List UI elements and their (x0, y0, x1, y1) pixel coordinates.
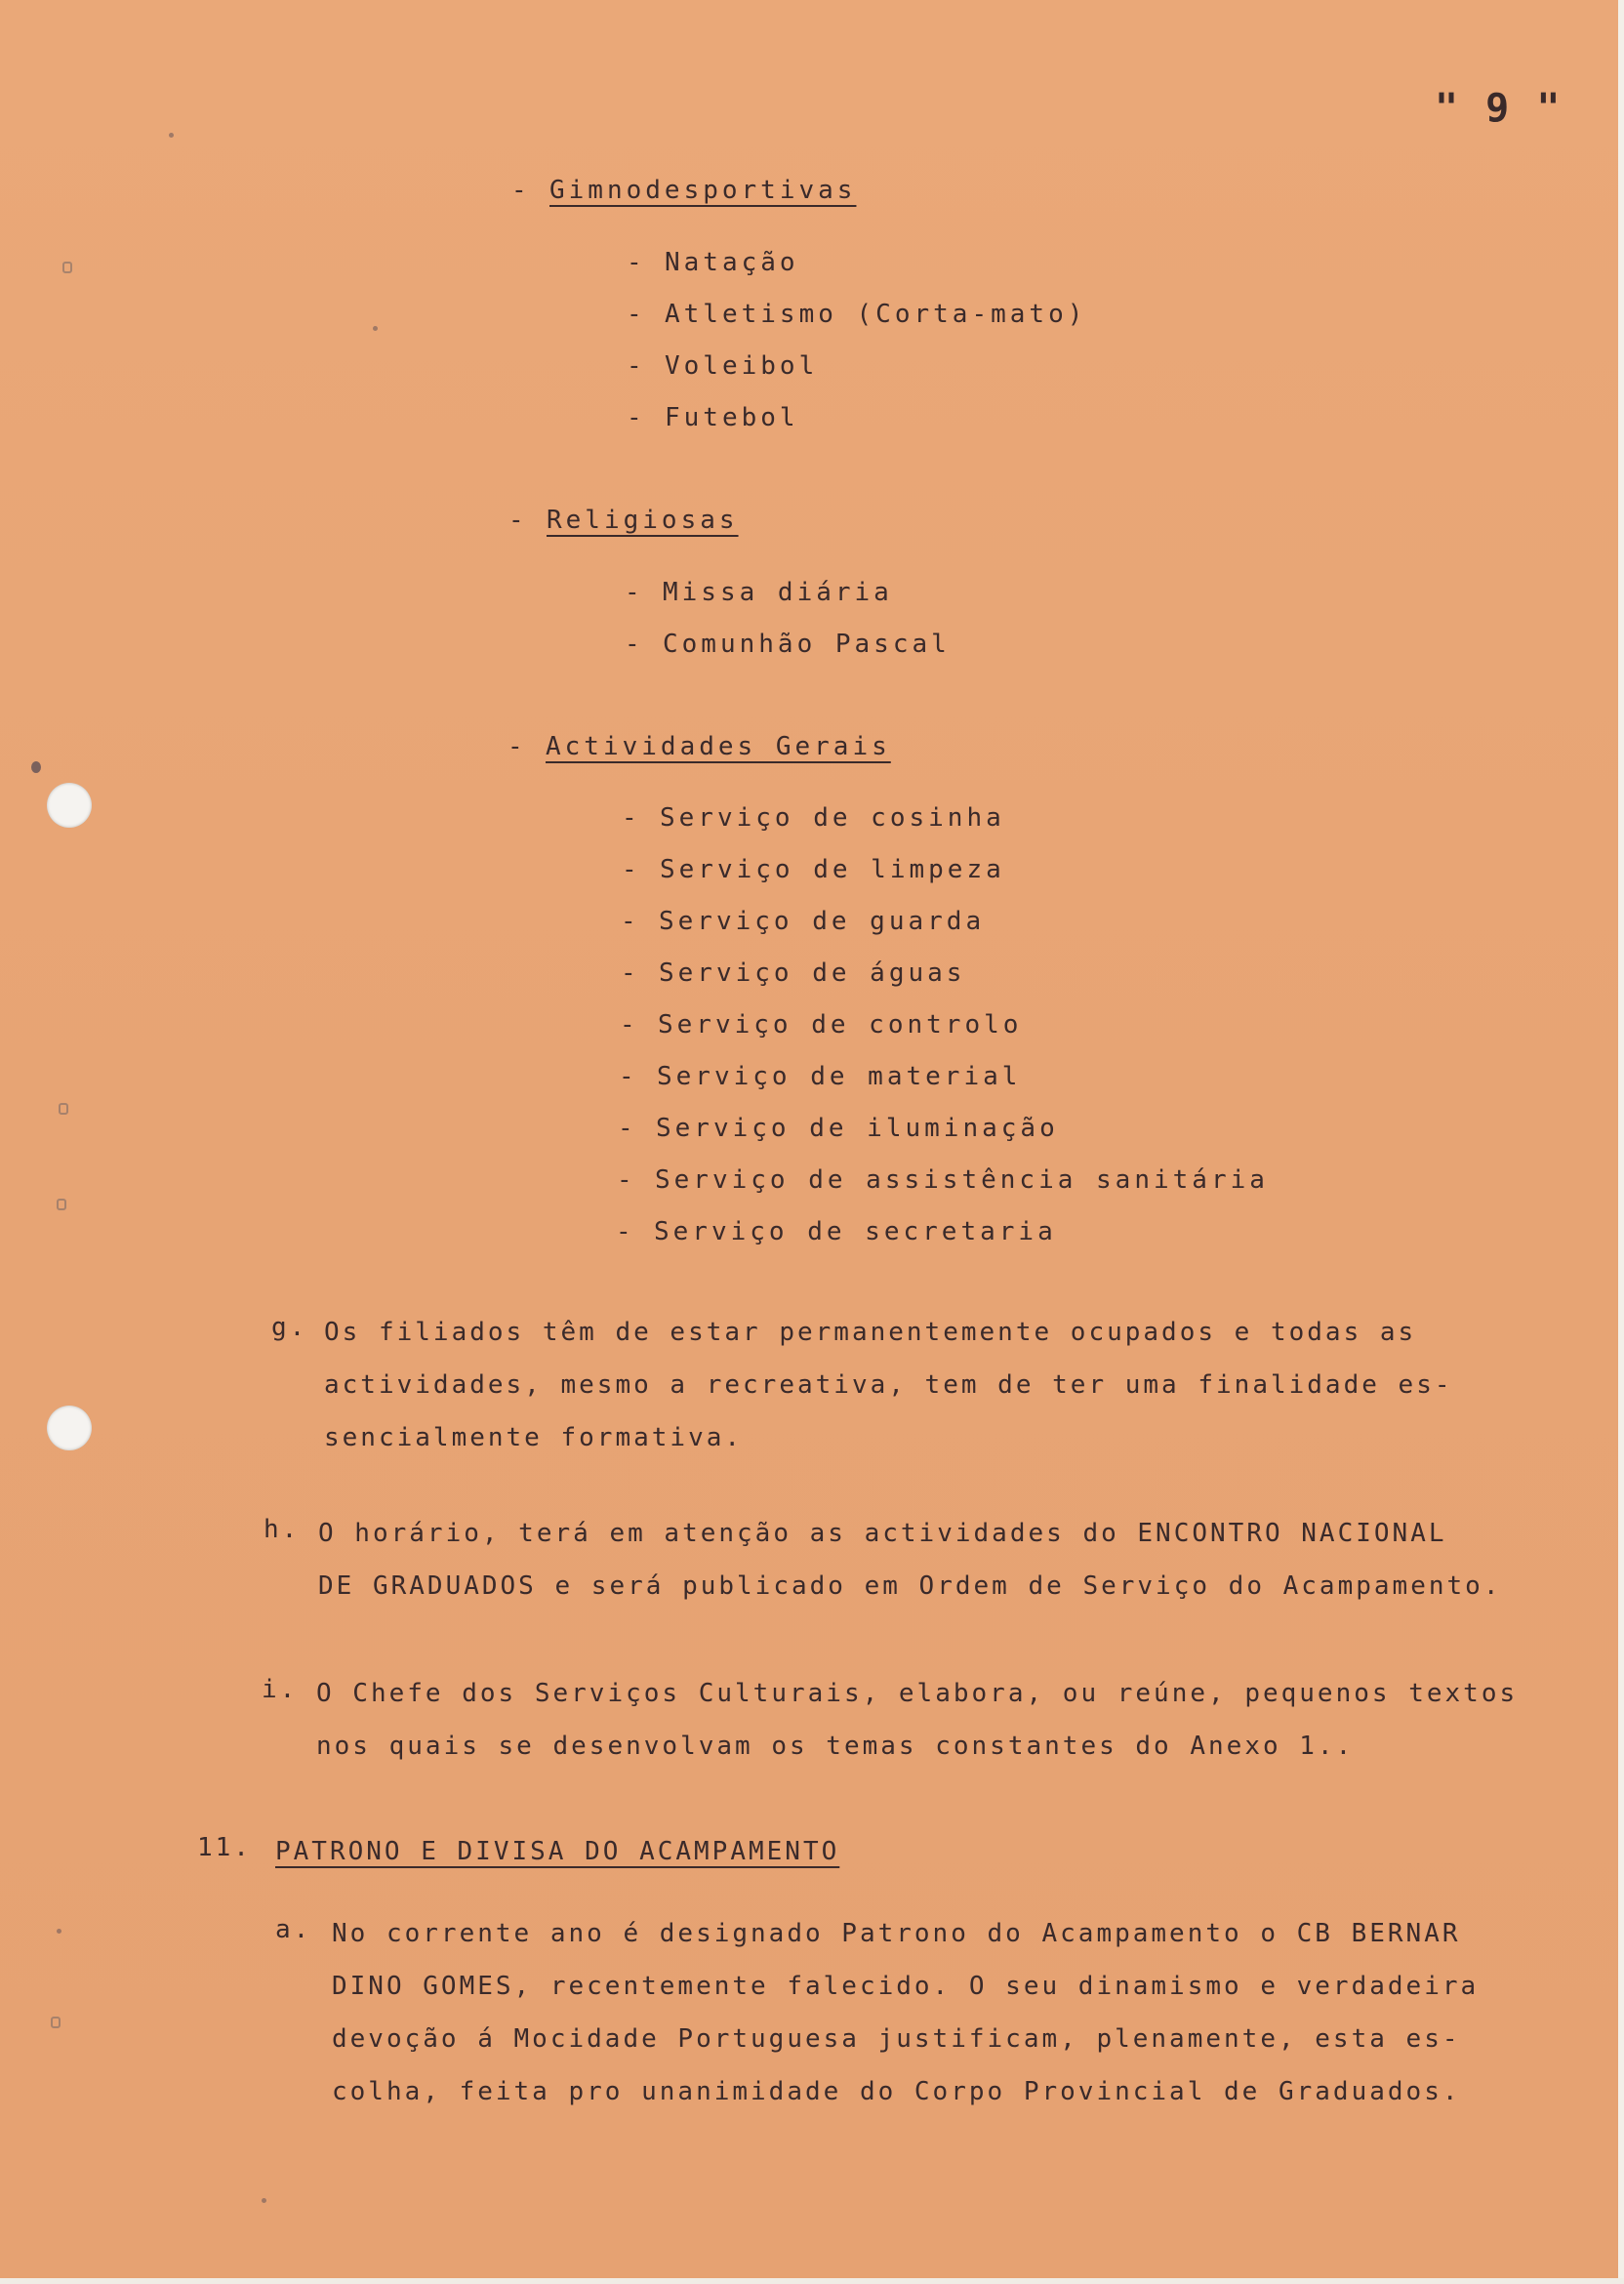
paragraph-a-line: devoção á Mocidade Portuguesa justificam, plenamente, esta es- (332, 2024, 1461, 2054)
list-dash: - (621, 958, 640, 988)
binder-hole-bottom (47, 1406, 92, 1450)
list-dash: - (619, 1062, 638, 1091)
section-dash: - (511, 176, 531, 205)
margin-speck (262, 2198, 266, 2203)
page-number: " 9 " (1435, 86, 1563, 131)
list-dash: - (616, 1217, 635, 1246)
section-title-gimnodesportivas: Gimnodesportivas (549, 176, 857, 205)
paragraph-marker-a: a. (275, 1915, 312, 1944)
paragraph-h-line: O horário, terá em atenção as actividades do ENCONTRO NACIONAL (318, 1519, 1447, 1548)
list-dash: - (625, 578, 644, 607)
list-dash: - (617, 1165, 636, 1195)
ink-spot (31, 761, 41, 773)
list-dash: - (622, 855, 641, 884)
list-dash: - (620, 1010, 639, 1040)
list-dash: - (625, 630, 644, 659)
paragraph-g-line: sencialmente formativa. (324, 1423, 744, 1452)
margin-mark (59, 1103, 68, 1115)
list-dash: - (627, 248, 646, 277)
paragraph-marker-h: h. (264, 1515, 301, 1544)
margin-speck (169, 133, 174, 138)
margin-speck (373, 326, 378, 331)
list-item: Serviço de controlo (658, 1010, 1023, 1040)
list-item: Voleibol (665, 351, 819, 381)
list-dash: - (621, 907, 640, 936)
paragraph-g-line: actividades, mesmo a recreativa, tem de ter uma finalidade es- (324, 1370, 1453, 1400)
list-item: Serviço de secretaria (654, 1217, 1057, 1246)
list-item: Serviço de guarda (659, 907, 986, 936)
list-item: Serviço de material (657, 1062, 1022, 1091)
section-title-patrono: PATRONO E DIVISA DO ACAMPAMENTO (275, 1837, 840, 1866)
list-item: Missa diária (663, 578, 893, 607)
list-dash: - (618, 1114, 637, 1143)
paper-edge-bottom (0, 2278, 1624, 2284)
section-title-religiosas: Religiosas (547, 506, 739, 535)
list-item: Futebol (665, 403, 799, 432)
list-item: Atletismo (Corta-mato) (665, 300, 1087, 329)
paragraph-a-line: No corrente ano é designado Patrono do Acampamento o CB BERNAR (332, 1919, 1461, 1948)
list-dash: - (627, 300, 646, 329)
list-dash: - (627, 351, 646, 381)
list-item: Serviço de cosinha (660, 803, 1005, 833)
binder-hole-top (47, 783, 92, 828)
list-dash: - (622, 803, 641, 833)
margin-speck (57, 1929, 61, 1934)
paragraph-i-line: O Chefe dos Serviços Culturais, elabora, ou reúne, pequenos textos (316, 1679, 1519, 1708)
paragraph-marker-i: i. (262, 1675, 299, 1704)
margin-mark (62, 262, 72, 273)
list-item: Natação (665, 248, 799, 277)
paragraph-i-line: nos quais se desenvolvam os temas constantes do Anexo 1.. (316, 1732, 1355, 1761)
list-item: Serviço de limpeza (660, 855, 1005, 884)
paragraph-g-line: Os filiados têm de estar permanentemente ocupados e todas as (324, 1318, 1417, 1347)
paragraph-h-line: DE GRADUADOS e será publicado em Ordem de Serviço do Acampamento. (318, 1571, 1502, 1601)
section-title-actividades-gerais: Actividades Gerais (546, 732, 891, 761)
paper-edge-right (1618, 0, 1624, 2284)
list-item: Comunhão Pascal (663, 630, 951, 659)
margin-mark (51, 2017, 61, 2028)
paragraph-marker-g: g. (271, 1313, 308, 1342)
paragraph-a-line: colha, feita pro unanimidade do Corpo Provincial de Graduados. (332, 2077, 1461, 2106)
margin-mark (57, 1199, 66, 1210)
section-dash: - (508, 506, 528, 535)
section-number-11: 11. (197, 1833, 252, 1862)
section-dash: - (508, 732, 527, 761)
list-item: Serviço de iluminação (656, 1114, 1059, 1143)
list-item: Serviço de águas (659, 958, 966, 988)
paragraph-a-line: DINO GOMES, recentemente falecido. O seu dinamismo e verdadeira (332, 1972, 1480, 2001)
list-dash: - (627, 403, 646, 432)
list-item: Serviço de assistência sanitária (655, 1165, 1269, 1195)
